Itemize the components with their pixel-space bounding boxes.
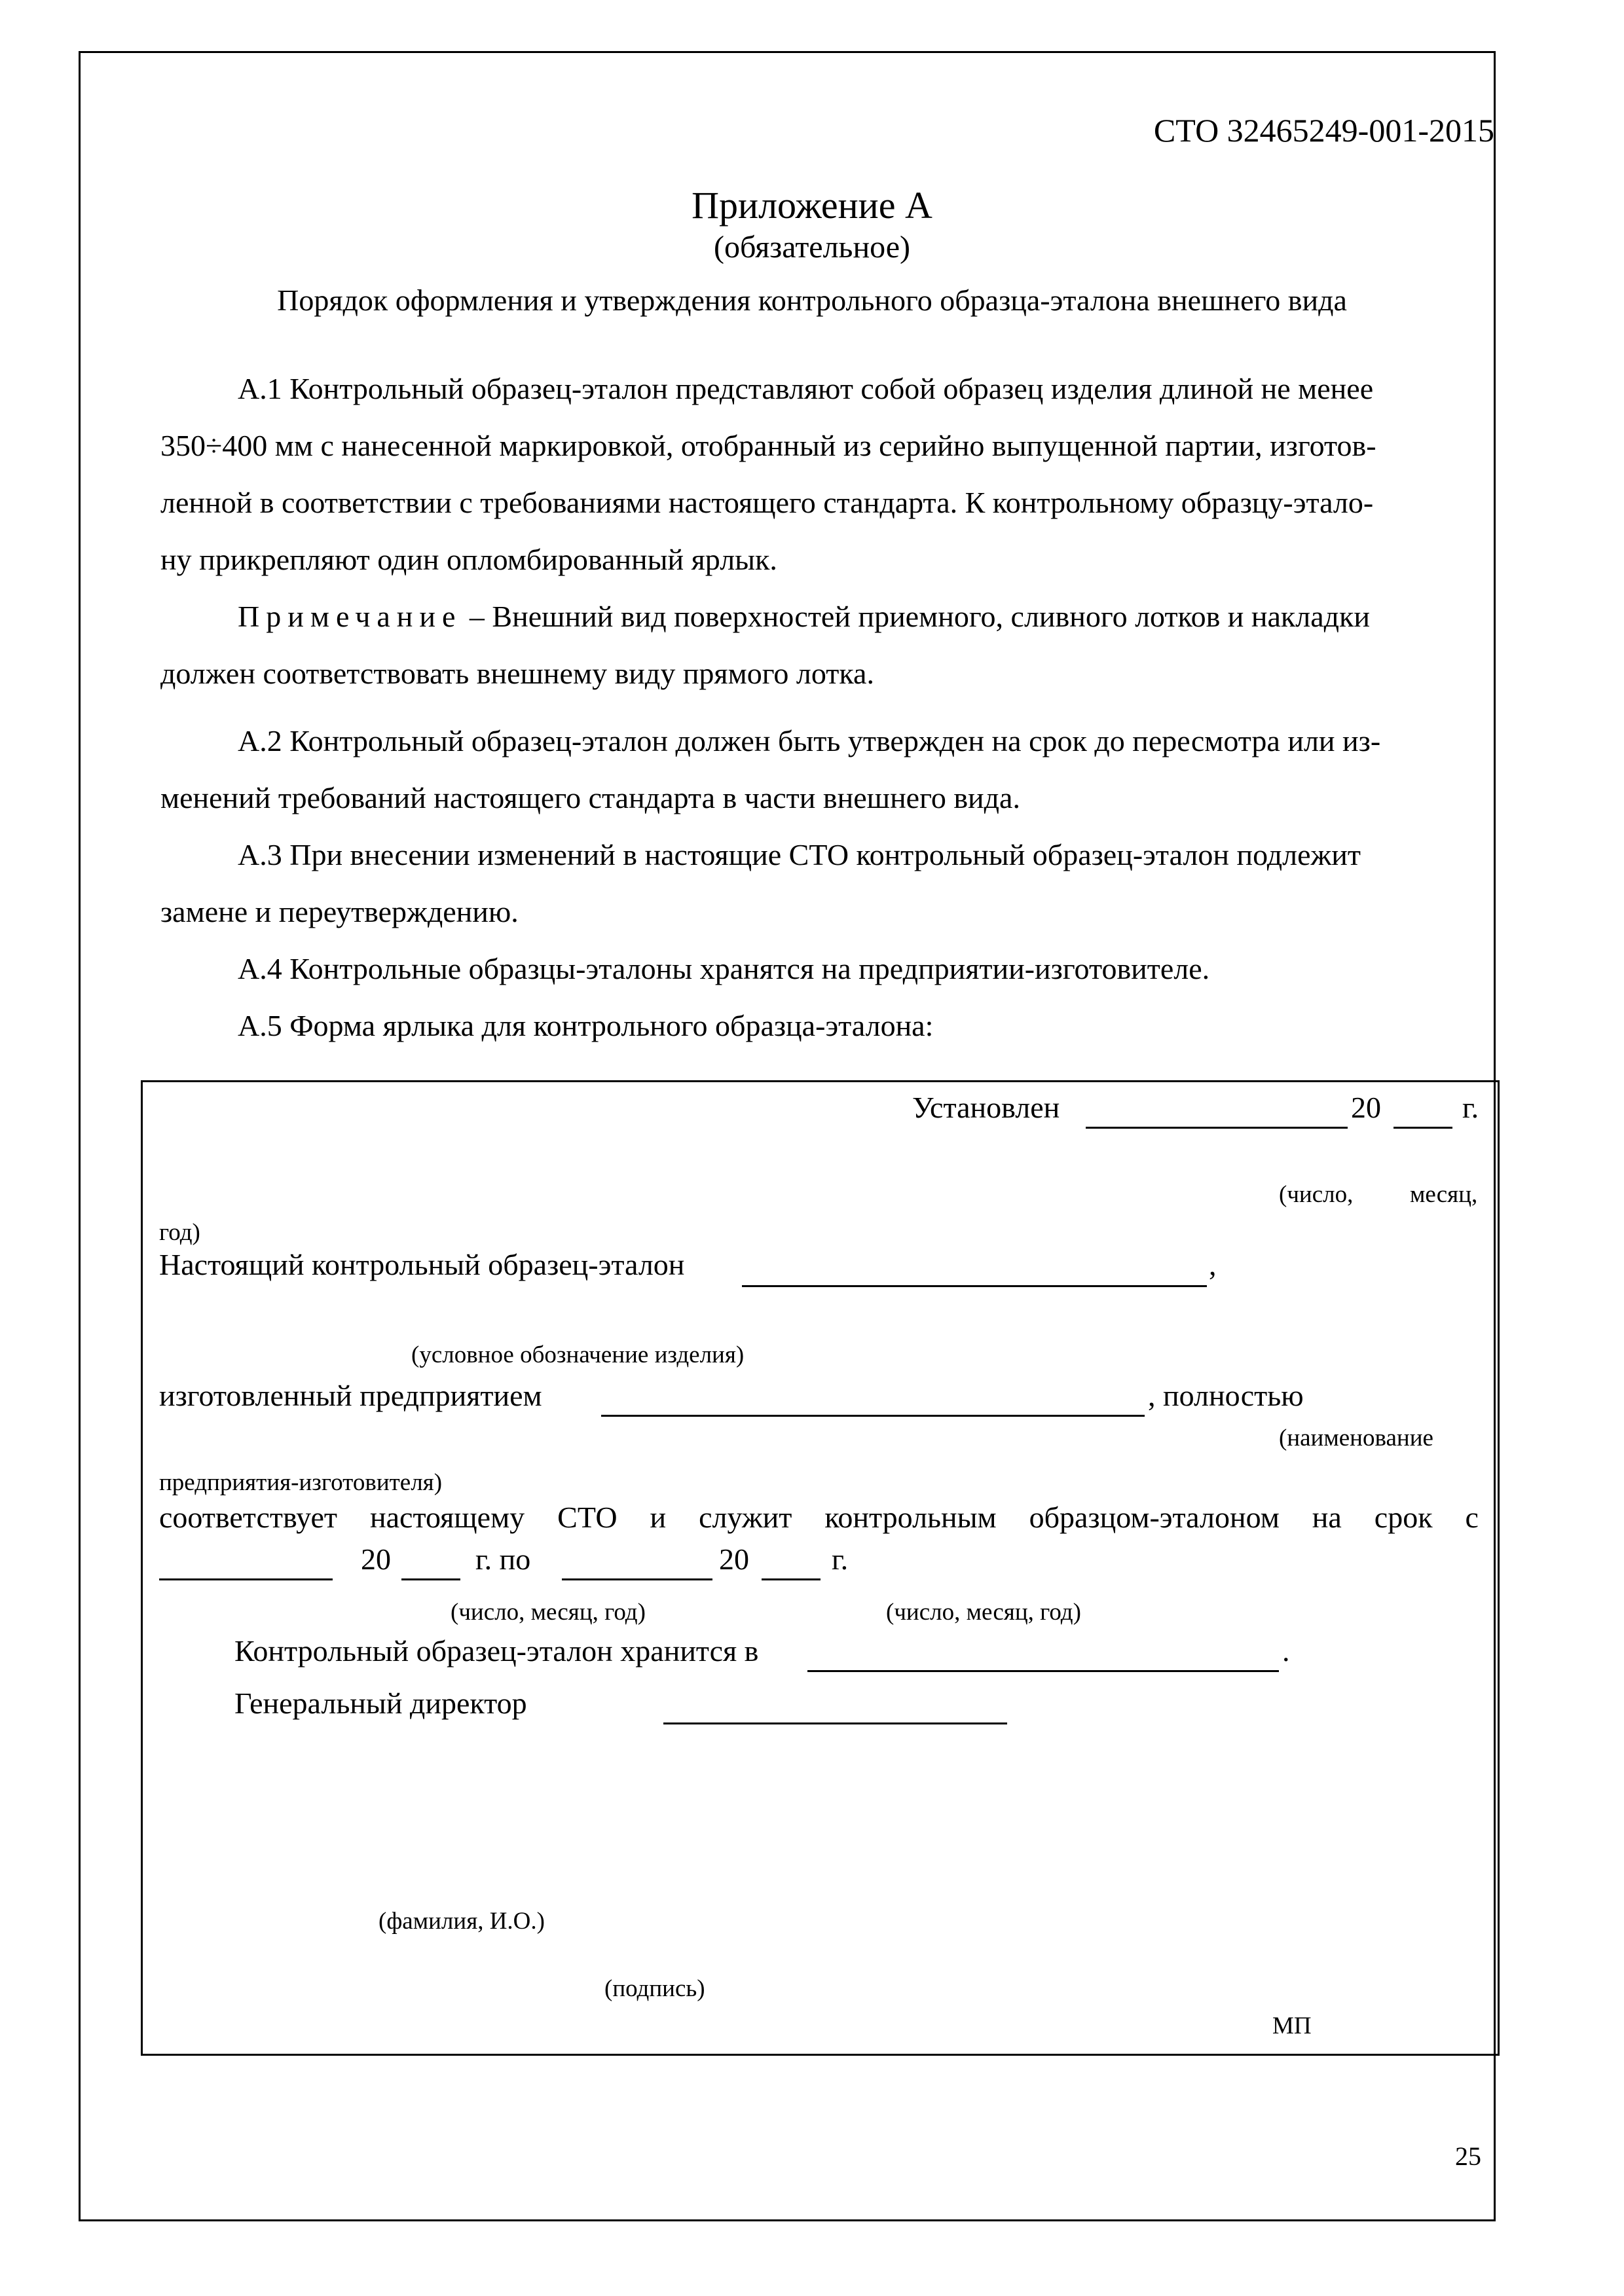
note-label: Примечание: [238, 600, 462, 633]
a3-line-2: замене и переутверждению.: [160, 895, 519, 928]
hint-fio: (фамилия, И.О.): [378, 1908, 545, 1935]
appendix-title: Приложение А: [692, 184, 932, 227]
hint-dmy-2: (число, месяц, год): [886, 1599, 1081, 1626]
valid-to-year-field[interactable]: [762, 1578, 821, 1580]
director-label: Генеральный директор: [234, 1686, 527, 1720]
a2-line-1: А.2 Контрольный образец-эталон должен быть утвержден на срок до пересмотра или из-: [238, 724, 1381, 757]
sample-designation-field[interactable]: [742, 1285, 1207, 1287]
hint-name-2: предприятия-изготовителя): [159, 1469, 443, 1496]
page-number: 25: [1455, 2141, 1481, 2171]
paragraph-a5: [160, 997, 1483, 1054]
a1-line-1: А.1 Контрольный образец-эталон представляют собой образец изделия длиной не менее: [238, 372, 1374, 405]
complies-word: служит: [699, 1501, 792, 1534]
complies-line: [159, 1500, 1479, 1535]
complies-word: настоящему: [370, 1501, 525, 1534]
appendix-heading: Порядок оформления и утверждения контрольного образца-эталона внешнего вида: [277, 283, 1347, 317]
hint-date-3: год): [159, 1219, 200, 1246]
valid-from-year-field[interactable]: [401, 1578, 460, 1580]
a4-line: А.4 Контрольные образцы-эталоны хранятся на предприятии-изготовителе.: [238, 952, 1210, 985]
a2-line-2: менений требований настоящего стандарта в части внешнего вида.: [160, 781, 1020, 814]
fully-label: , полностью: [1148, 1379, 1304, 1412]
document-code: СТО 32465249-001-2015: [1153, 112, 1494, 149]
label-form: [141, 1080, 1500, 2056]
paragraph-a4: [160, 940, 1483, 997]
manufacturer-field[interactable]: [601, 1415, 1145, 1417]
a3-line-1: А.3 При внесении изменений в настоящие СТО контрольный образец-эталон подлежит: [238, 838, 1361, 871]
sample-comma: ,: [1209, 1248, 1217, 1281]
paragraph-a2: [160, 712, 1483, 826]
complies-word: соответствует: [159, 1501, 338, 1534]
stored-period: .: [1282, 1634, 1290, 1667]
note-line-2: должен соответствовать внешнему виду прямого лотка.: [160, 657, 874, 690]
hint-date-2: месяц,: [1410, 1181, 1478, 1208]
established-year-field[interactable]: [1393, 1127, 1452, 1129]
stamp-mark: МП: [1272, 2013, 1312, 2039]
established-label: Установлен: [912, 1091, 1060, 1124]
a1-line-4: ну прикрепляют один опломбированный ярлык.: [160, 543, 777, 576]
established-date-field[interactable]: [1086, 1127, 1348, 1129]
complies-word: срок: [1374, 1501, 1433, 1534]
to-year-prefix: 20: [719, 1542, 749, 1576]
complies-word: контрольным: [824, 1501, 997, 1534]
note-line-1: – Внешний вид поверхностей приемного, сливного лотков и накладки: [462, 600, 1371, 633]
hint-designation: (условное обозначение изделия): [411, 1341, 745, 1368]
complies-word: на: [1312, 1501, 1342, 1534]
complies-word: с: [1465, 1501, 1479, 1534]
paragraph-a3: [160, 826, 1483, 940]
note-paragraph: [160, 588, 1483, 702]
complies-word: СТО: [557, 1501, 618, 1534]
from-year-suffix: г. по: [475, 1542, 531, 1576]
valid-from-date-field[interactable]: [159, 1578, 333, 1580]
a5-line: А.5 Форма ярлыка для контрольного образца-эталона:: [238, 1009, 934, 1042]
complies-word: образцом-эталоном: [1029, 1501, 1280, 1534]
made-by-label: изготовленный предприятием: [159, 1379, 542, 1412]
a1-line-2: 350÷400 мм с нанесенной маркировкой, отобранный из серийно выпущенной партии, изготов-: [160, 429, 1376, 462]
a1-line-3: ленной в соответствии с требованиями настоящего стандарта. К контрольному образцу-этало-: [160, 486, 1374, 519]
paragraph-a1: [160, 360, 1483, 588]
stored-in-label: Контрольный образец-эталон хранится в: [234, 1634, 759, 1667]
valid-to-date-field[interactable]: [562, 1578, 712, 1580]
year-prefix: 20: [1351, 1091, 1381, 1124]
director-name-field[interactable]: [663, 1722, 1007, 1724]
year-suffix: г.: [1462, 1091, 1479, 1124]
complies-word: и: [650, 1501, 667, 1534]
hint-signature: (подпись): [604, 1975, 705, 2002]
appendix-subtitle: (обязательное): [714, 230, 910, 264]
this-sample-label: Настоящий контрольный образец-эталон: [159, 1248, 685, 1281]
storage-location-field[interactable]: [807, 1670, 1279, 1672]
hint-dmy-1: (число, месяц, год): [451, 1599, 646, 1626]
from-year-prefix: 20: [361, 1542, 391, 1576]
hint-date-1: (число,: [1279, 1181, 1354, 1208]
hint-name-1: (наименование: [1279, 1425, 1433, 1451]
to-year-suffix: г.: [832, 1542, 849, 1576]
